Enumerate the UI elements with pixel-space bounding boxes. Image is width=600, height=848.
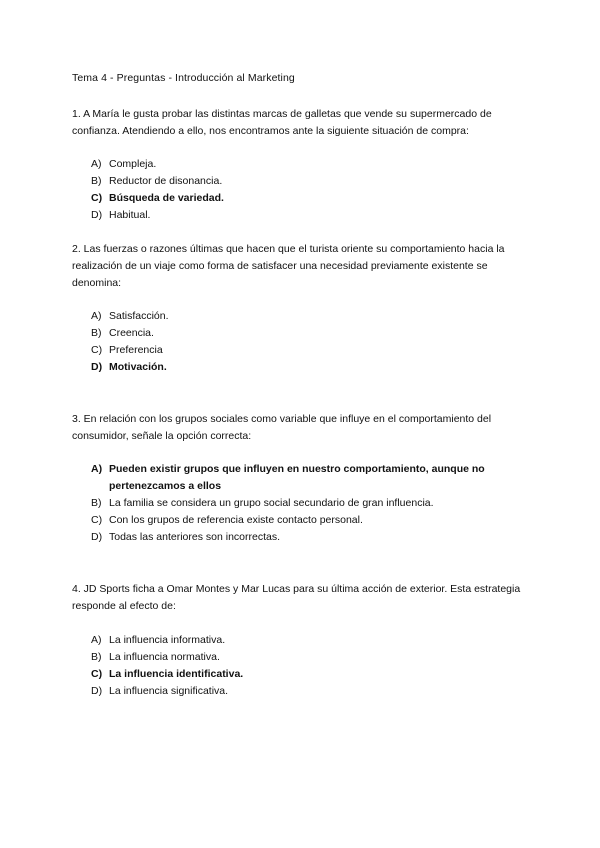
question-1-text: 1. A María le gusta probar las distintas marcas de galletas que vende su supermercado de confianza. Atendiendo a ello, nos encontramos ante la siguiente situación de compra: xyxy=(72,108,492,137)
option-4a xyxy=(91,632,511,649)
option-letter: A) xyxy=(91,310,102,322)
option-letter: D) xyxy=(91,209,103,221)
option-letter: A) xyxy=(91,634,102,646)
option-text: Habitual. xyxy=(109,209,151,221)
option-letter: C) xyxy=(91,668,103,680)
question-3-text: 3. En relación con los grupos sociales como variable que influye en el comportamiento del consumidor, señale la opción correcta: xyxy=(72,413,492,442)
option-letter: C) xyxy=(91,192,103,204)
option-text: Todas las anteriores son incorrectas. xyxy=(109,531,280,543)
option-letter: D) xyxy=(91,531,103,543)
option-text: Pueden existir grupos que influyen en nuestro comportamiento, aunque no pertenezcamos a ellos xyxy=(109,463,485,492)
option-letter: D) xyxy=(91,685,103,697)
option-letter: B) xyxy=(91,651,102,663)
option-1c-correct xyxy=(91,190,511,207)
option-1d xyxy=(91,207,511,224)
option-text: La influencia normativa. xyxy=(109,651,220,663)
option-1b xyxy=(91,173,511,190)
option-text: La familia se considera un grupo social secundario de gran influencia. xyxy=(109,497,434,509)
option-letter: B) xyxy=(91,175,102,187)
option-text: Creencia. xyxy=(109,327,154,339)
option-text: Satisfacción. xyxy=(109,310,169,322)
option-letter: D) xyxy=(91,361,103,373)
option-3a-correct xyxy=(91,461,511,495)
option-4b xyxy=(91,649,511,666)
option-letter: C) xyxy=(91,514,103,526)
option-4d xyxy=(91,683,511,700)
question-4-text: 4. JD Sports ficha a Omar Montes y Mar Lucas para su última acción de exterior. Esta estrategia responde al efecto de: xyxy=(72,583,521,612)
option-text: Motivación. xyxy=(109,361,167,373)
option-2d-correct xyxy=(91,359,511,376)
option-text: Búsqueda de variedad. xyxy=(109,192,224,204)
question-2-text: 2. Las fuerzas o razones últimas que hacen que el turista oriente su comportamiento hacia la realización de un viaje como forma de satisfacer una necesidad previamente existente se denomina: xyxy=(72,243,505,289)
option-text: Reductor de disonancia. xyxy=(109,175,223,187)
question-4-options xyxy=(91,632,511,700)
option-1a xyxy=(91,156,511,173)
option-2c xyxy=(91,342,511,359)
option-letter: A) xyxy=(91,158,102,170)
option-3d xyxy=(91,529,511,546)
option-letter: A) xyxy=(91,463,103,475)
option-2a xyxy=(91,308,511,325)
option-text: Con los grupos de referencia existe contacto personal. xyxy=(109,514,363,526)
question-2-options xyxy=(91,308,511,376)
page-title: Tema 4 - Preguntas - Introducción al Marketing xyxy=(72,72,295,84)
question-1-options xyxy=(91,156,511,224)
option-letter: C) xyxy=(91,344,103,356)
option-text: La influencia identificativa. xyxy=(109,668,244,680)
option-2b xyxy=(91,325,511,342)
option-text: La influencia significativa. xyxy=(109,685,229,697)
option-text: La influencia informativa. xyxy=(109,634,226,646)
option-text: Compleja. xyxy=(109,158,157,170)
option-text: Preferencia xyxy=(109,344,163,356)
question-3-options xyxy=(91,461,511,546)
option-letter: B) xyxy=(91,327,102,339)
option-3b xyxy=(91,495,511,512)
option-3c xyxy=(91,512,511,529)
option-4c-correct xyxy=(91,666,511,683)
option-letter: B) xyxy=(91,497,102,509)
